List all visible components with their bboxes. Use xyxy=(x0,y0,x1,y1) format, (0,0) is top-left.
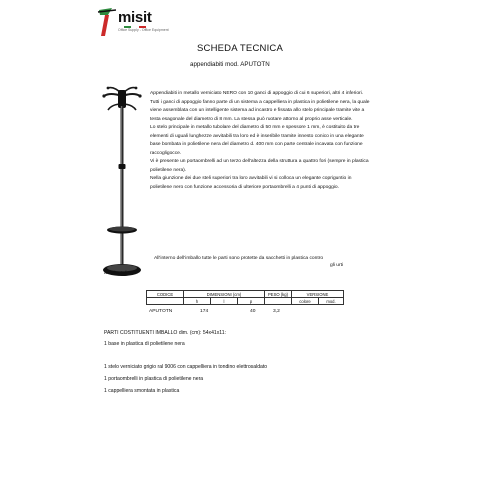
header-codice: CODICE xyxy=(147,291,184,298)
subheader-empty xyxy=(147,298,184,305)
packaging-note-line2: gli urti xyxy=(330,263,344,268)
page-title: SCHEDA TECNICA xyxy=(196,43,284,54)
spec-row-h: 174 xyxy=(200,309,209,314)
header-peso: PESO (kg) xyxy=(265,291,292,298)
spec-table xyxy=(146,290,344,305)
logo-mark-icon xyxy=(96,6,120,40)
parts-title: PARTI COSTITUENTI IMBALLO dim. (cm): 54x41x11: xyxy=(104,330,226,336)
spec-row-peso: 3,2 xyxy=(273,309,280,314)
description-paragraph: Vi è presente un portaombrelli ad un terzo dell'altezza della struttura a quattro fori (sempre in plastica polietilene nera). xyxy=(150,159,369,173)
subheader-h: h xyxy=(184,298,211,305)
parts-list-item: 1 portaombrelli in plastica di polietilene nera xyxy=(104,376,204,382)
spec-row-codice: APUTOTN xyxy=(149,309,173,314)
coat-rack-image xyxy=(100,82,144,282)
spec-row-l: 40 xyxy=(250,309,256,314)
subheader-p: p xyxy=(238,298,265,305)
brand-logo xyxy=(96,6,206,40)
subheader-l: l xyxy=(211,298,238,305)
subheader-colore: colore xyxy=(292,298,319,305)
description-paragraph: Lo stelo principale in metallo tubolare del diametro di 50 mm e spessore 1 mm, è costituito da tre elementi di uguali lunghezze avvitabili tra loro ed è inseribile tramite innesto conico in una elegante base bombata in polietilene nera del diametro d. 400 mm con parte centrale incavata con funzione raccogligocce. xyxy=(150,125,364,156)
page-subtitle: appendiabiti mod. APUTOTN xyxy=(190,61,270,68)
description-paragraph: Appendiabiti in metallo verniciato NERO con 10 ganci di appoggio di cui 6 superiori, altri 4 inferiori. Tutti i ganci di appoggio fanno parte di un sistema a cappelliera in plastica in polietilene nera, la quale viene assemblata con un intelligente sistema ad incastro e fissata allo stelo principale tramite vite a testa esagonale del diametro di 8 mm. La stessa può ruotare attorno al proprio asse verticale. xyxy=(150,91,370,122)
parts-list-item: 1 cappelliera smontata in plastica xyxy=(104,388,180,394)
description-paragraph: Nella giunzione dei due steli superiori tra loro avvitabili vi si colloca un elegante copriguntio in polietilene nero con funzione accessoria di ulteriore portaombrelli a 4 punti di appoggio. xyxy=(150,176,352,190)
header-versione: VERSIONE xyxy=(292,291,344,298)
parts-list-item: 1 base in plastica di polietilene nera xyxy=(104,341,185,347)
packaging-note-line1: All'interno dell'imballo tutte le parti sono protette da sacchetti in plastica contro xyxy=(154,256,324,261)
subheader-peso-empty xyxy=(265,298,292,305)
header-dimensioni: DIMENSIONI (cm) xyxy=(184,291,265,298)
parts-list-item: 1 stelo verniciato grigio ral 9006 con cappelliera in tondino elettrosaldato xyxy=(104,364,268,370)
product-description xyxy=(150,90,372,192)
logo-tagline: Office Supply - Office Equipment xyxy=(118,28,169,32)
logo-wordmark: misit xyxy=(118,9,152,26)
subheader-mod: mod. xyxy=(319,298,344,305)
packaging-note-line3: accidentali. xyxy=(104,271,129,276)
